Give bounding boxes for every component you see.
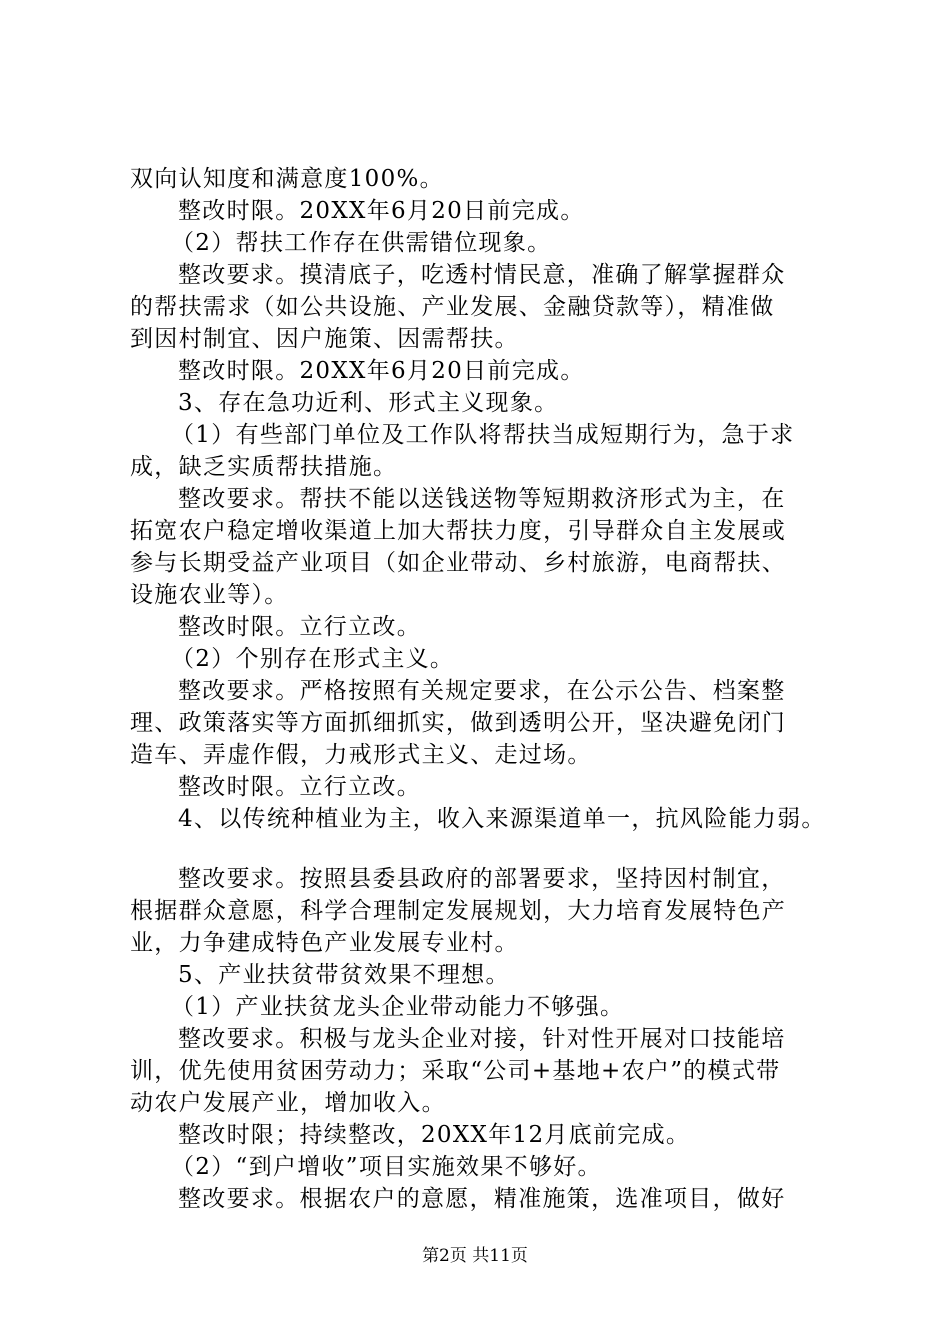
text-line: 到因村制宜、因户施策、因需帮扶。 [130, 326, 519, 352]
text-line: 双向认知度和满意度100%。 [130, 166, 444, 192]
page-footer: 第2页 共11页 [422, 1246, 528, 1266]
text-line: 理、政策落实等方面抓细抓实，做到透明公开，坚决避免闭门 [130, 710, 787, 736]
text-line: 整改时限。20XX年6月20日前完成。 [178, 358, 585, 384]
text-line: 动农户发展产业，增加收入。 [130, 1090, 446, 1116]
text-line: 整改要求。摸清底子，吃透村情民意，准确了解掌握群众 [178, 262, 786, 288]
text-line: 设施农业等）。 [130, 582, 289, 608]
text-line: 整改时限。20XX年6月20日前完成。 [178, 198, 585, 224]
text-line: 根据群众意愿，科学合理制定发展规划，大力培育发展特色产 [130, 898, 787, 924]
document-body [130, 163, 840, 1215]
text-line: 整改时限；持续整改，20XX年12月底前完成。 [178, 1122, 691, 1148]
text-line: 整改要求。严格按照有关规定要求，在公示公告、档案整 [178, 678, 786, 704]
text-line: （1）有些部门单位及工作队将帮扶当成短期行为，急于求 [171, 422, 795, 448]
section-heading: 3、存在急功近利、形式主义现象。 [178, 390, 559, 416]
text-line: （1）产业扶贫龙头企业带动能力不够强。 [171, 994, 625, 1020]
blank-line [130, 835, 840, 863]
text-line: （2）“到户增收”项目实施效果不够好。 [171, 1154, 602, 1180]
text-line: 整改时限。立行立改。 [178, 774, 421, 800]
text-line: 整改要求。积极与龙头企业对接，针对性开展对口技能培 [178, 1026, 786, 1052]
text-line: （2）帮扶工作存在供需错位现象。 [171, 230, 552, 256]
text-line: 训，优先使用贫困劳动力；采取“公司+基地+农户”的模式带 [130, 1058, 781, 1084]
text-line: 整改时限。立行立改。 [178, 614, 421, 640]
section-heading: 4、以传统种植业为主，收入来源渠道单一，抗风险能力弱。 [178, 806, 826, 832]
text-line: 整改要求。帮扶不能以送钱送物等短期救济形式为主，在 [178, 486, 786, 512]
text-line: （2）个别存在形式主义。 [171, 646, 455, 672]
text-line: 业，力争建成特色产业发展专业村。 [130, 930, 519, 956]
text-line: 的帮扶需求（如公共设施、产业发展、金融贷款等），精准做 [130, 294, 775, 320]
text-line: 整改要求。按照县委县政府的部署要求，坚持因村制宜， [178, 866, 786, 892]
text-line: 造车、弄虚作假，力戒形式主义、走过场。 [130, 742, 592, 768]
text-line: 成，缺乏实质帮扶措施。 [130, 454, 398, 480]
text-line: 拓宽农户稳定增收渠道上加大帮扶力度，引导群众自主发展或 [130, 518, 787, 544]
section-heading: 5、产业扶贫带贫效果不理想。 [178, 962, 510, 988]
text-line: 参与长期受益产业项目（如企业带动、乡村旅游，电商帮扶、 [130, 550, 787, 576]
text-line: 整改要求。根据农户的意愿，精准施策，选准项目，做好 [178, 1186, 786, 1212]
